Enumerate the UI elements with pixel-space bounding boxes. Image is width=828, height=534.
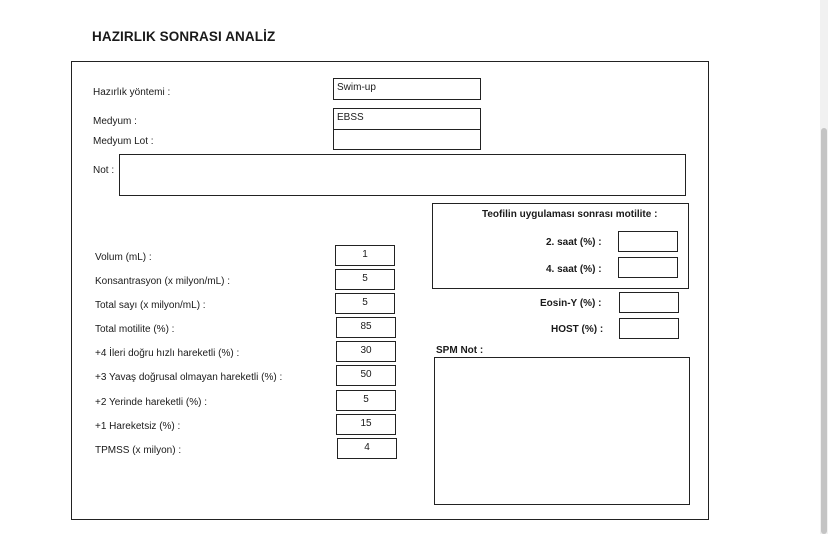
metric-label-total-count: Total sayı (x milyon/mL) : — [95, 300, 206, 311]
theophylline-title: Teofilin uygulaması sonrası motilite : — [482, 209, 658, 220]
metric-field-total-motility[interactable]: 85 — [336, 317, 396, 338]
note-label: Not : — [93, 165, 115, 176]
eosin-label: Eosin-Y (%) : — [540, 298, 602, 309]
prep-method-label: Hazırlık yöntemi : — [93, 87, 171, 98]
metric-field-grade2[interactable]: 5 — [336, 390, 396, 411]
metric-label-total-motility: Total motilite (%) : — [95, 324, 175, 335]
metric-field-grade1[interactable]: 15 — [336, 414, 396, 435]
scrollbar-track[interactable] — [820, 0, 828, 534]
medium-label: Medyum : — [93, 116, 137, 127]
metric-field-tpmss[interactable]: 4 — [337, 438, 397, 459]
hour4-field[interactable] — [618, 257, 678, 278]
metric-field-volume[interactable]: 1 — [335, 245, 395, 266]
medium-lot-label: Medyum Lot : — [93, 136, 154, 147]
metric-label-tpmss: TPMSS (x milyon) : — [95, 445, 182, 456]
host-label: HOST (%) : — [551, 324, 604, 335]
metric-label-grade1: +1 Hareketsiz (%) : — [95, 421, 181, 432]
spm-note-label: SPM Not : — [436, 345, 484, 356]
metric-field-concentration[interactable]: 5 — [335, 269, 395, 290]
note-field[interactable] — [119, 154, 686, 196]
hour4-label: 4. saat (%) : — [546, 264, 602, 275]
host-field[interactable] — [619, 318, 679, 339]
metric-label-concentration: Konsantrasyon (x milyon/mL) : — [95, 276, 231, 287]
metric-label-grade3: +3 Yavaş doğrusal olmayan hareketli (%) : — [95, 372, 283, 383]
hour2-label: 2. saat (%) : — [546, 237, 602, 248]
metric-field-total-count[interactable]: 5 — [335, 293, 395, 314]
metric-field-grade3[interactable]: 50 — [336, 365, 396, 386]
medium-lot-field[interactable] — [333, 129, 481, 150]
spm-note-field[interactable] — [434, 357, 690, 505]
eosin-field[interactable] — [619, 292, 679, 313]
metric-label-volume: Volum (mL) : — [95, 252, 152, 263]
metric-label-grade2: +2 Yerinde hareketli (%) : — [95, 397, 208, 408]
hour2-field[interactable] — [618, 231, 678, 252]
metric-field-grade4[interactable]: 30 — [336, 341, 396, 362]
scrollbar-thumb[interactable] — [821, 128, 827, 534]
metric-label-grade4: +4 İleri doğru hızlı hareketli (%) : — [95, 348, 240, 359]
page-title: HAZIRLIK SONRASI ANALİZ — [92, 29, 276, 44]
prep-method-field[interactable]: Swim-up — [333, 78, 481, 100]
medium-field[interactable]: EBSS — [333, 108, 481, 130]
